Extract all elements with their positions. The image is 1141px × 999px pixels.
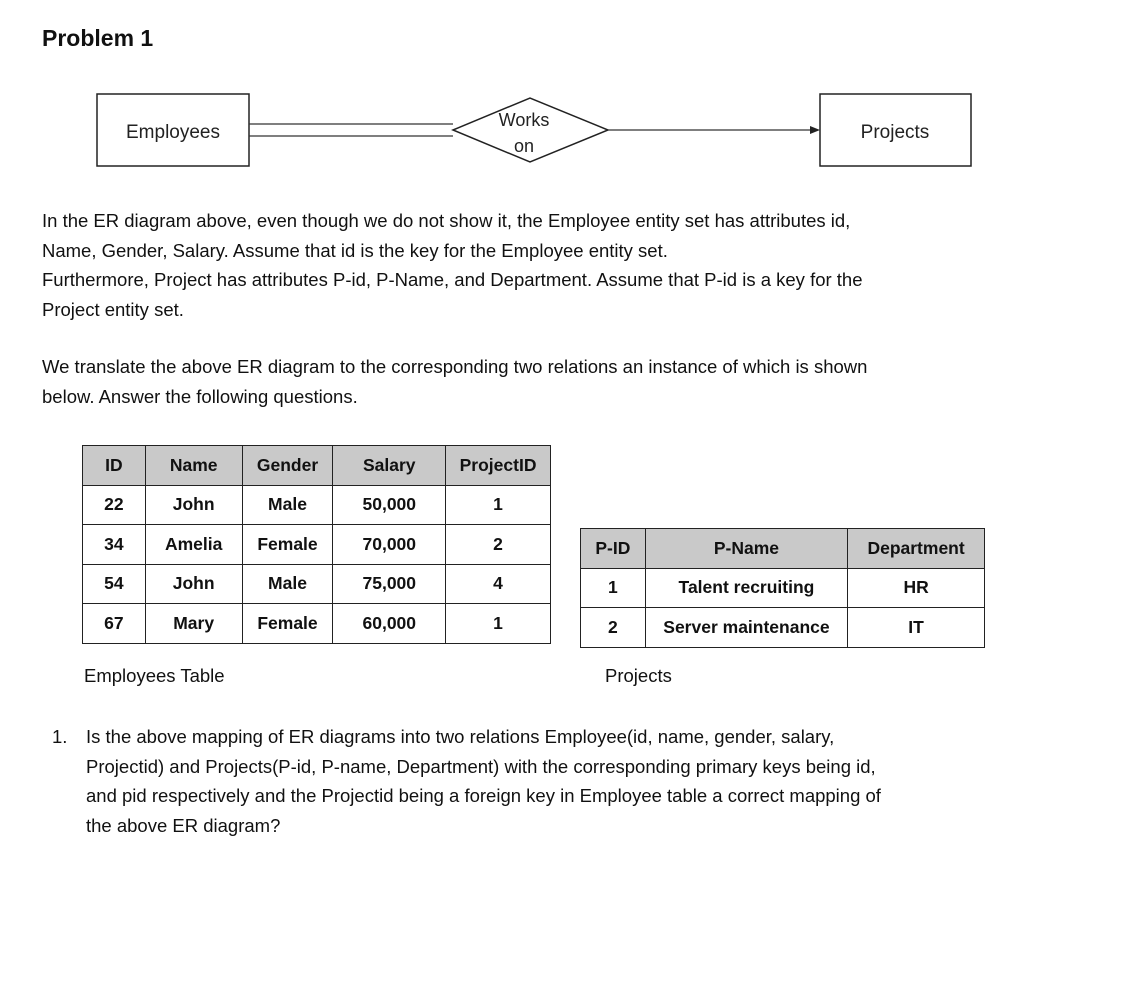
column-header: Department: [848, 529, 985, 569]
column-header: Salary: [333, 446, 446, 486]
text-line: We translate the above ER diagram to the corresponding two relations an instance of which is shown: [42, 356, 868, 377]
table-row: [83, 564, 551, 604]
table-row: [581, 608, 985, 648]
table-row: [83, 604, 551, 644]
table-row: [581, 568, 985, 608]
table-cell: 54: [83, 564, 146, 604]
relationship-label-line1: Works: [498, 110, 550, 130]
text-line: Projectid) and Projects(P-id, P-name, Department) with the corresponding primary keys being id,: [86, 755, 876, 777]
table-cell: Mary: [145, 604, 242, 644]
column-header: P-ID: [581, 529, 646, 569]
table-cell: 1: [581, 568, 646, 608]
question-1: [52, 722, 1032, 840]
column-header: Name: [145, 446, 242, 486]
table-cell: 4: [446, 564, 551, 604]
arrowhead-icon: [810, 126, 820, 134]
table-cell: 2: [446, 525, 551, 565]
text-line: In the ER diagram above, even though we do not show it, the Employee entity set has attributes id,: [42, 210, 851, 231]
table-cell: 60,000: [333, 604, 446, 644]
table-cell: Amelia: [145, 525, 242, 565]
text-line: the above ER diagram?: [86, 814, 281, 836]
table-cell: 67: [83, 604, 146, 644]
table-cell: HR: [848, 568, 985, 608]
projects-table-caption: Projects: [605, 665, 672, 686]
column-header: P-Name: [645, 529, 847, 569]
er-diagram: [0, 0, 1141, 200]
text-line: and pid respectively and the Projectid being a foreign key in Employee table a correct mapping of: [86, 785, 881, 806]
table-cell: Talent recruiting: [645, 568, 847, 608]
employees-table-caption: Employees Table: [84, 665, 225, 686]
table-row: [83, 525, 551, 565]
table-cell: Male: [242, 485, 333, 525]
text-line: Project entity set.: [42, 298, 184, 320]
employees-entity-label: Employees: [126, 122, 220, 143]
text-line: below. Answer the following questions.: [42, 385, 358, 407]
column-header: ProjectID: [446, 446, 551, 486]
table-cell: 1: [446, 485, 551, 525]
table-cell: Male: [242, 564, 333, 604]
question-number: 1.: [52, 726, 68, 747]
table-cell: 75,000: [333, 564, 446, 604]
table-cell: 70,000: [333, 525, 446, 565]
paragraph-er-description: [42, 206, 863, 324]
table-cell: IT: [848, 608, 985, 648]
table-cell: Female: [242, 604, 333, 644]
relationship-label-line2: on: [513, 136, 535, 156]
question-text: [86, 722, 1032, 840]
table-cell: John: [145, 485, 242, 525]
text-line: Furthermore, Project has attributes P-id, P-Name, and Department. Assume that P-id is a key for the: [42, 269, 863, 290]
table-cell: 34: [83, 525, 146, 565]
table-row: [83, 485, 551, 525]
problem-title: Problem 1: [42, 25, 154, 51]
table-cell: 2: [581, 608, 646, 648]
table-cell: Server maintenance: [645, 608, 847, 648]
table-header-row: [83, 446, 551, 486]
table-cell: John: [145, 564, 242, 604]
column-header: Gender: [242, 446, 333, 486]
table-cell: Female: [242, 525, 333, 565]
text-line: Name, Gender, Salary. Assume that id is the key for the Employee entity set.: [42, 239, 668, 261]
table-cell: 22: [83, 485, 146, 525]
table-header-row: [581, 529, 985, 569]
table-cell: 50,000: [333, 485, 446, 525]
column-header: ID: [83, 446, 146, 486]
table-cell: 1: [446, 604, 551, 644]
text-line: Is the above mapping of ER diagrams into two relations Employee(id, name, gender, salary,: [86, 726, 835, 747]
projects-entity-label: Projects: [860, 122, 930, 143]
projects-table: [580, 528, 985, 648]
employees-table: [82, 445, 551, 644]
paragraph-translation: [42, 352, 867, 411]
